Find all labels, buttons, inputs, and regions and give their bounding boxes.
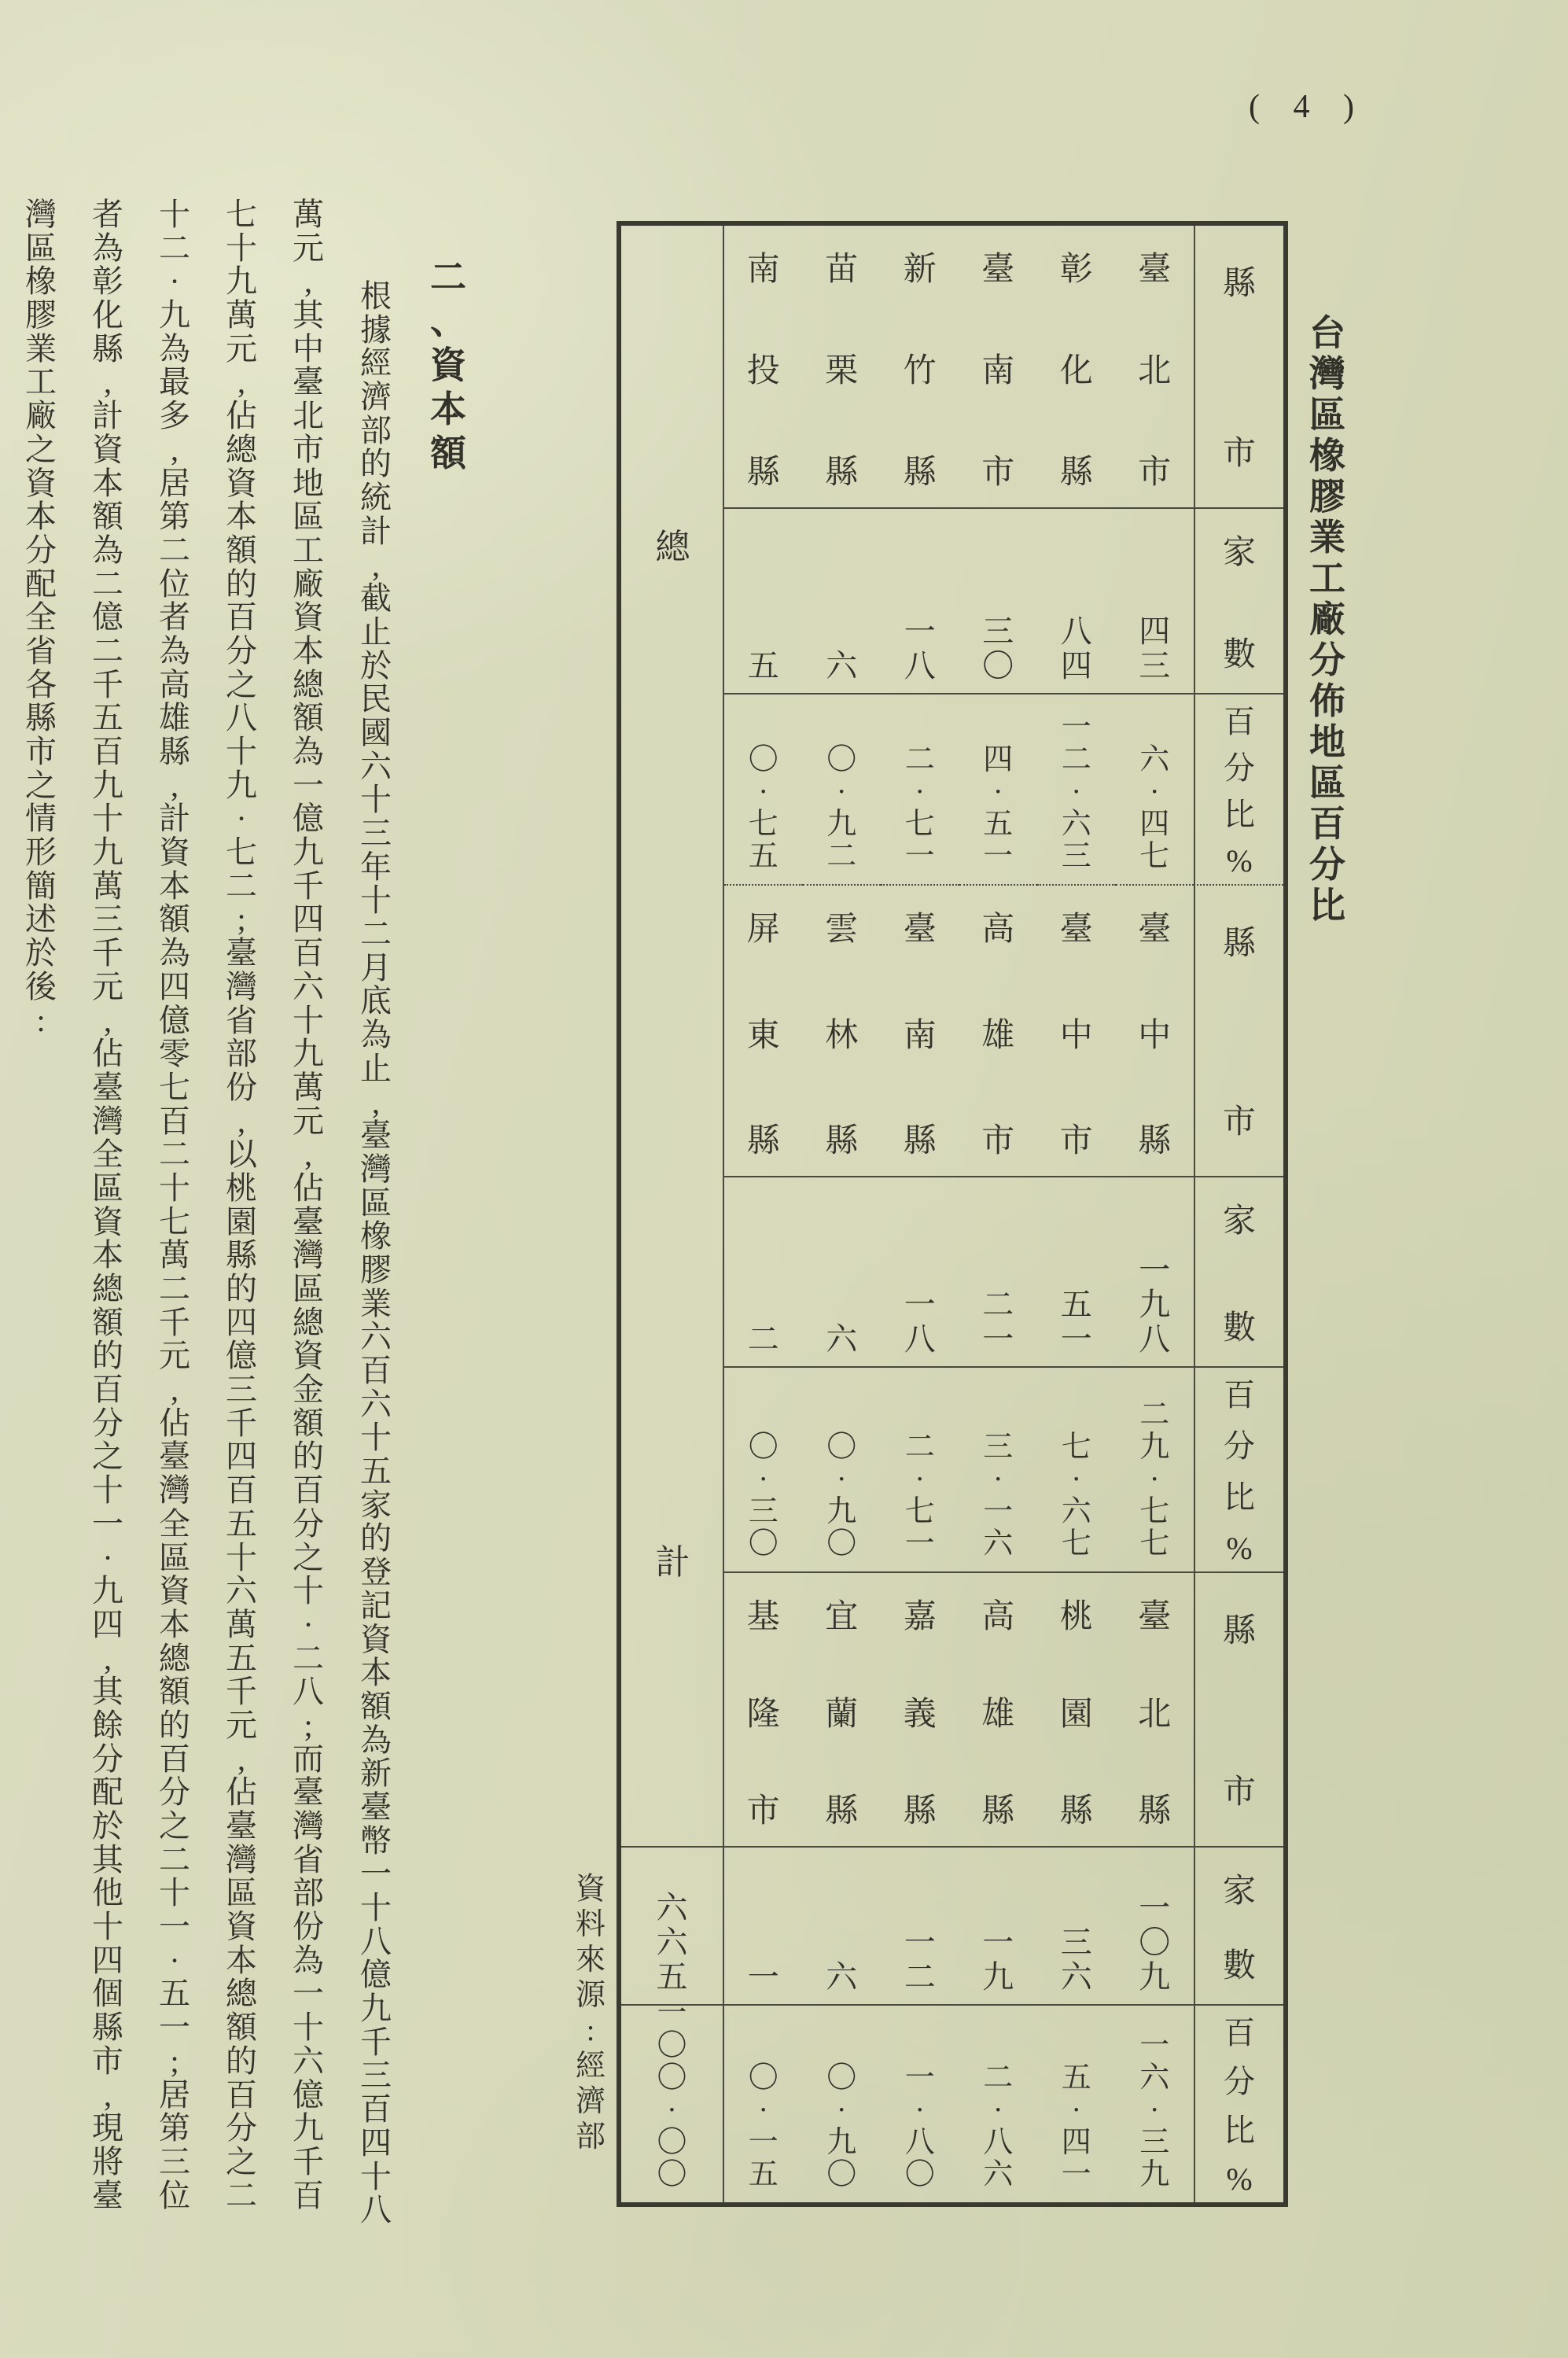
percent-cell: 一 二 · 六 三 <box>1037 695 1116 886</box>
county-name-cell: 高 雄 縣 <box>959 1573 1038 1848</box>
body-column-1: 根 據 經 濟 部 的 統 計 , 截 止 於 民 國 六 十 三 年 十 二 月 底 為 止 , 臺 灣 區 橡 膠 業 六 百 六 十 五 家 的 登 記 資 本 額 為 新 臺 幣 一 十 八 億 九 千 三 百 四 十 八 <box>360 278 392 2228</box>
percent-cell: 〇 · 九 〇 <box>803 1368 882 1573</box>
percent-cell: 〇 · 九 二 <box>803 695 882 886</box>
percent-cell: 四 · 五 一 <box>959 695 1038 886</box>
count-cell: 一 九 <box>959 1848 1038 2006</box>
total-span-cell <box>621 226 724 509</box>
header-cell: 百 分 比 % <box>1194 1368 1283 1573</box>
source-note: 資 料 來 源 : 經 濟 部 <box>575 1873 605 2154</box>
count-cell: 三 〇 <box>959 509 1038 695</box>
count-cell: 一 〇 九 <box>1116 1848 1194 2006</box>
county-name-cell: 新 竹 縣 <box>881 226 959 509</box>
header-cell: 家 數 <box>1194 1848 1283 2006</box>
count-cell: 一 八 <box>881 1177 959 1368</box>
count-cell: 一 八 <box>881 509 959 695</box>
count-cell: 六 <box>803 1848 882 2006</box>
county-name-cell: 臺 中 縣 <box>1116 886 1194 1177</box>
percent-cell: 二 九 · 七 七 <box>1116 1368 1194 1573</box>
county-name-cell: 基 隆 市 <box>724 1573 803 1848</box>
count-cell: 一 二 <box>881 1848 959 2006</box>
count-cell: 五 一 <box>1037 1177 1116 1368</box>
count-cell: 五 <box>724 509 803 695</box>
county-name-cell: 高 雄 市 <box>959 886 1038 1177</box>
count-cell: 二 一 <box>959 1177 1038 1368</box>
count-cell: 一 <box>724 1848 803 2006</box>
county-name-cell: 彰 化 縣 <box>1037 226 1116 509</box>
percent-cell: 五 · 四 一 <box>1061 2061 1091 2191</box>
header-cell: 縣 市 <box>1194 886 1283 1177</box>
body-column-3: 七 十 九 萬 元 , 佔 總 資 本 額 的 百 分 之 八 十 九 · 七 二 ; 臺 灣 省 部 份 , 以 桃 園 縣 的 四 億 三 千 四 百 五 十 六 萬 五 千 元 , 佔 臺 灣 區 資 本 總 額 的 百 分 之 二 <box>226 197 257 2213</box>
county-name-cell: 宜 蘭 縣 <box>803 1573 882 1848</box>
body-column-5: 者 為 彰 化 縣 , 計 資 本 額 為 二 億 二 千 五 百 九 十 九 萬 三 千 元 , 佔 臺 灣 全 區 資 本 總 額 的 百 分 之 十 一 · 九 四 , 其 餘 分 配 於 其 他 十 四 個 縣 市 , 現 將 臺 <box>92 197 123 2213</box>
percent-cell: 二 · 八 六 <box>983 2061 1014 2191</box>
percent-cell: 〇 · 七 五 <box>724 695 803 886</box>
table-title: 台 灣 區 橡 膠 業 工 廠 分 佈 地 區 百 分 比 <box>1309 313 1345 926</box>
count-cell: 六 <box>803 509 882 695</box>
county-name-cell: 屏 東 縣 <box>724 886 803 1177</box>
county-name-cell: 臺 北 縣 <box>1116 1573 1194 1848</box>
county-name-cell: 臺 南 市 <box>959 226 1038 509</box>
percent-cell: 〇 · 三 〇 <box>724 1368 803 1573</box>
percent-cell: 六 · 四 七 <box>1116 695 1194 886</box>
body-column-6: 灣 區 橡 膠 業 工 廠 之 資 本 分 配 全 省 各 縣 市 之 情 形 簡 述 於 後 : <box>25 197 57 1038</box>
percent-cell: 三 · 一 六 <box>959 1368 1038 1573</box>
header-cell: 百 分 比 % <box>1194 2006 1283 2202</box>
county-name-cell: 桃 園 縣 <box>1037 1573 1116 1848</box>
percent-cell: 七 · 六 七 <box>1037 1368 1116 1573</box>
total-span-cell <box>621 509 724 695</box>
percent-cell: 二 · 七 一 <box>881 695 959 886</box>
header-cell: 百 分 比 % <box>1194 695 1283 886</box>
total-span-cell <box>621 1573 724 1848</box>
percent-cell: 二 · 七 一 <box>881 1368 959 1573</box>
county-name-cell: 臺 北 市 <box>1116 226 1194 509</box>
county-name-cell: 苗 栗 縣 <box>803 226 882 509</box>
count-cell: 八 四 <box>1037 509 1116 695</box>
count-cell: 二 <box>724 1177 803 1368</box>
section-heading: 二 、 資 本 額 <box>430 257 466 473</box>
page-number: ( 4 ) <box>1249 89 1367 125</box>
factory-distribution-table <box>617 221 1288 2207</box>
total-percent-cell: 一 〇 〇 · 〇 〇 <box>621 2006 724 2202</box>
count-cell: 一 九 八 <box>1116 1177 1194 1368</box>
county-name-cell: 南 投 縣 <box>724 226 803 509</box>
count-cell: 六 <box>803 1177 882 1368</box>
header-cell: 縣 市 <box>1194 226 1283 509</box>
header-cell: 縣 市 <box>1194 1573 1283 1848</box>
body-column-4: 十 二 · 九 為 最 多 , 居 第 二 位 者 為 高 雄 縣 , 計 資 本 額 為 四 億 零 七 百 二 十 七 萬 二 千 元 , 佔 臺 灣 全 區 資 本 總 額 的 百 分 之 二 十 一 · 五 一 ; 居 第 三 位 <box>159 197 190 2213</box>
factory-table-grid <box>621 226 1283 2202</box>
county-name-cell: 臺 中 市 <box>1037 886 1116 1177</box>
total-count-cell: 六 六 五 <box>621 1848 724 2006</box>
total-label: 總 計 <box>655 528 690 1582</box>
header-cell: 家 數 <box>1194 1177 1283 1368</box>
total-span-cell <box>621 886 724 1177</box>
body-column-2: 萬 元 , 其 中 臺 北 市 地 區 工 廠 資 本 總 額 為 一 億 九 千 四 百 六 十 九 萬 元 , 佔 臺 灣 區 總 資 金 額 的 百 分 之 十 · 二 八 ; 而 臺 灣 省 部 份 為 一 十 六 億 九 千 百 <box>293 197 324 2213</box>
percent-cell: 一 · 八 〇 <box>904 2061 935 2191</box>
total-span-cell <box>621 1177 724 1368</box>
header-cell: 家 數 <box>1194 509 1283 695</box>
county-name-cell: 雲 林 縣 <box>803 886 882 1177</box>
county-name-cell: 臺 南 縣 <box>881 886 959 1177</box>
count-cell: 四 三 <box>1116 509 1194 695</box>
percent-cell: 〇 · 一 五 <box>748 2061 778 2191</box>
county-name-cell: 嘉 義 縣 <box>881 1573 959 1848</box>
percent-cell: 〇 · 九 〇 <box>826 2061 857 2191</box>
total-span-cell <box>621 695 724 886</box>
total-span-cell <box>621 1368 724 1573</box>
count-cell: 三 六 <box>1037 1848 1116 2006</box>
percent-cell: 一 六 · 三 九 <box>1139 2029 1170 2191</box>
